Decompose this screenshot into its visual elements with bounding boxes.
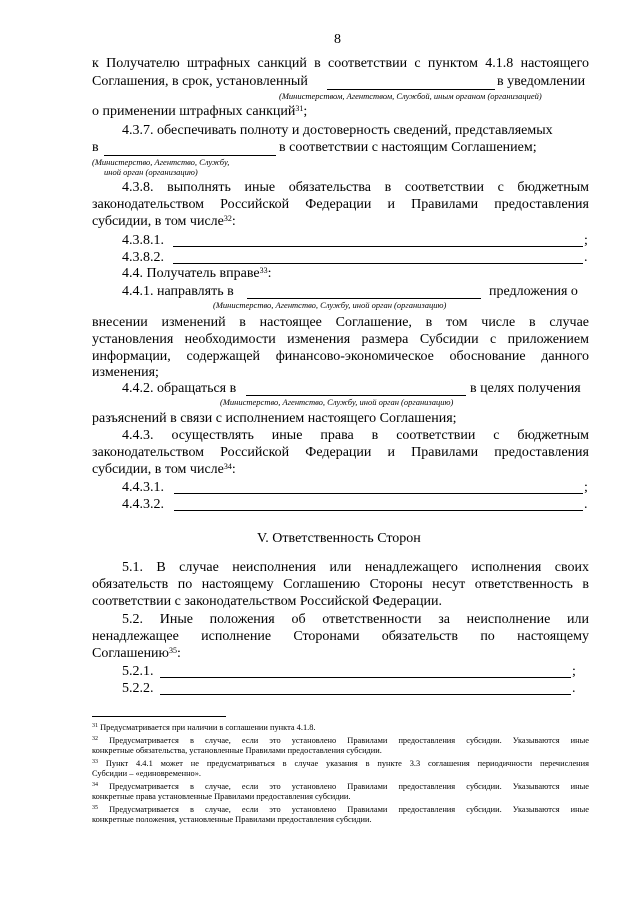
text-line: разъяснений в связи с исполнением настоящего Соглашения; xyxy=(92,411,457,426)
footnote-34-cont: конкретные права установленные Правилами предоставления субсидии. xyxy=(92,792,351,801)
footnote-ref: 35 xyxy=(169,646,178,655)
text-line: 4.3.8.2. xyxy=(122,250,164,265)
footnote-32-cont: конкретные обязательства, установленные Правилами предоставления субсидии. xyxy=(92,746,382,755)
blank-line xyxy=(246,395,466,396)
text-line: внесении изменений в настоящее Соглашение, в том числе в случае xyxy=(92,315,589,330)
footnote-ref: 32 xyxy=(223,214,232,223)
text-line: 4.4. Получатель вправе$^{33}$: xyxy=(122,266,272,281)
blank-line xyxy=(174,493,583,494)
text-line: Соглашению$^{35}$: xyxy=(92,646,181,661)
text-line: 4.3.7. обеспечивать полноту и достоверность сведений, представляемых xyxy=(122,123,553,138)
footnote-35: $^{35}$ Предусматривается в случае, если это установлено Правилами предоставления субсидии. Указываются иные xyxy=(92,805,589,814)
text-line: соответствии с законодательством Российской Федерации. xyxy=(92,594,442,609)
text-line: . xyxy=(572,681,576,696)
blank-line xyxy=(104,155,276,156)
blank-line xyxy=(327,89,495,90)
text-line: 4.3.8.1. xyxy=(122,233,164,248)
field-note: (Министерство, Агентство, Службу, иной орган (организацию) xyxy=(220,397,454,407)
text-line: субсидии, в том числе$^{32}$: xyxy=(92,214,236,229)
field-note: иной орган (организацию) xyxy=(104,167,198,177)
footnote-ref: 31 xyxy=(295,104,304,113)
text-line: в соответствии с настоящим Соглашением; xyxy=(279,140,537,155)
text-line: изменения; xyxy=(92,365,159,380)
footnote-33-cont: Субсидии – «единовременно». xyxy=(92,769,202,778)
text-line: обязательств по настоящему Соглашению Стороны несут ответственность в xyxy=(92,577,589,592)
footnote-31: $^{31}$ Предусматривается при наличии в соглашении пункта 4.1.8. xyxy=(92,723,316,732)
footnote-32: $^{32}$ Предусматривается в случае, если это установлено Правилами предоставления субсидии. Указываются иные xyxy=(92,736,589,745)
text-line: ; xyxy=(584,233,588,248)
footnote-33: $^{33}$ Пункт 4.4.1 может не предусматриваться в случае указания в пункте 3.3 соглашения периодичности перечисления xyxy=(92,759,589,768)
text-line: в xyxy=(92,140,99,155)
text-line: Соглашения, в срок, установленный xyxy=(92,74,308,89)
blank-line xyxy=(173,246,583,247)
text-line: . xyxy=(584,250,588,265)
text-line: 5.2.1. xyxy=(122,664,154,679)
text-line: ; xyxy=(572,664,576,679)
text-line: 4.4.3.2. xyxy=(122,497,164,512)
text-line: субсидии, в том числе$^{34}$: xyxy=(92,462,236,477)
footnote-35-cont: конкретные положения, установленные Правилами предоставления субсидии. xyxy=(92,815,372,824)
page-number: 8 xyxy=(334,32,341,47)
blank-line xyxy=(160,694,571,695)
blank-line xyxy=(160,677,571,678)
field-note: (Министерство, Агентство, Службу, иной орган (организацию) xyxy=(213,300,447,310)
blank-line xyxy=(174,510,583,511)
text-line: предложения о xyxy=(489,284,578,299)
footnote-ref: 33 xyxy=(259,266,268,275)
footnote-ref: 34 xyxy=(223,462,232,471)
blank-line xyxy=(247,298,481,299)
text-line: законодательством Российской Федерации и Правилами предоставления xyxy=(92,197,589,212)
text-line: ненадлежащее исполнение Сторонами обязательств по настоящему xyxy=(92,629,589,644)
text-line: 4.4.3.1. xyxy=(122,480,164,495)
footnote-34: $^{34}$ Предусматривается в случае, если это установлено Правилами предоставления субсидии. Указываются иные xyxy=(92,782,589,791)
text-line: установления необходимости изменения размера Субсидии с приложением xyxy=(92,332,589,347)
text-line: . xyxy=(584,497,588,512)
text-line: 5.1. В случае неисполнения или ненадлежащего исполнения своих xyxy=(122,560,589,575)
footnote-separator xyxy=(92,716,226,717)
section-title: V. Ответственность Сторон xyxy=(257,531,421,546)
text-line: 5.2.2. xyxy=(122,681,154,696)
text-line: 4.4.2. обращаться в xyxy=(122,381,237,396)
text-line: 5.2. Иные положения об ответственности за неисполнение или xyxy=(122,612,589,627)
text-line: 4.3.8. выполнять иные обязательства в соответствии с бюджетным xyxy=(122,180,589,195)
text-line: в уведомлении xyxy=(497,74,586,89)
text-line: в целях получения xyxy=(470,381,581,396)
text-line: законодательством Российской Федерации и Правилами предоставления xyxy=(92,445,589,460)
field-note: (Министерство, Агентство, Службу, xyxy=(92,157,230,167)
blank-line xyxy=(173,263,583,264)
text-line: к Получателю штрафных санкций в соответствии с пунктом 4.1.8 настоящего xyxy=(92,56,589,71)
text-line: информации, содержащей финансово-экономическое обоснование данного xyxy=(92,349,589,364)
text-line: о применении штрафных санкций$^{31}$; xyxy=(92,104,308,119)
text-line: 4.4.3. осуществлять иные права в соответствии с бюджетным xyxy=(122,428,589,443)
text-line: 4.4.1. направлять в xyxy=(122,284,234,299)
text-line: ; xyxy=(584,480,588,495)
field-note: (Министерством, Агентством, Службой, иным органом (организацией) xyxy=(279,91,542,101)
